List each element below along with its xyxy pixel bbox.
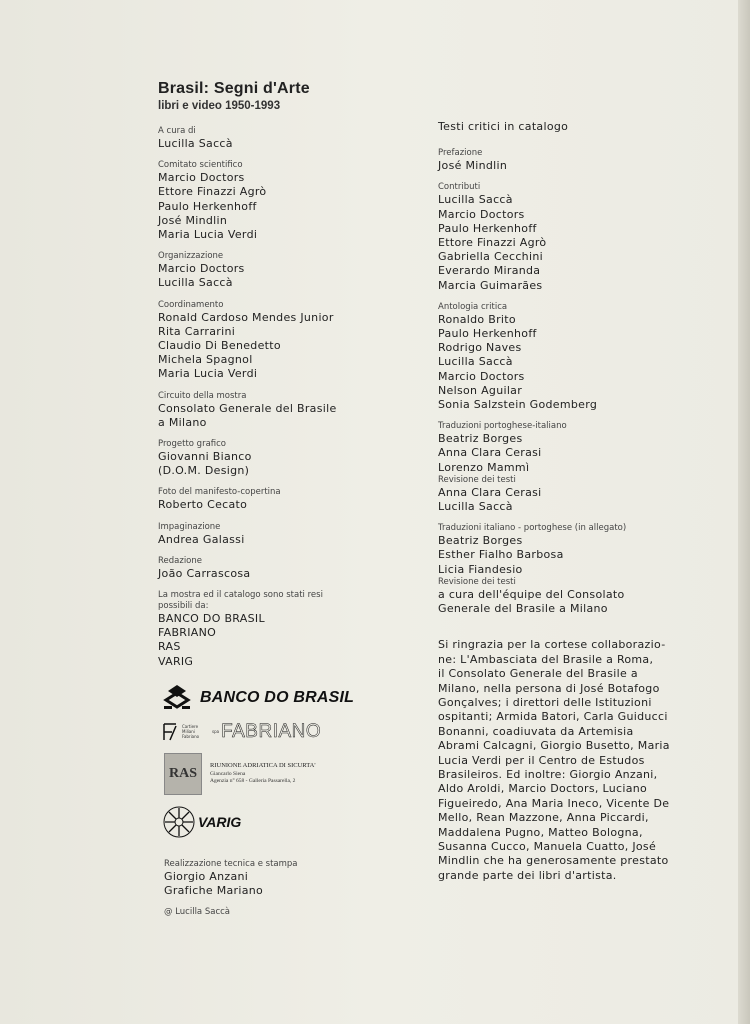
page-edge	[738, 0, 750, 1024]
credit-line: Paulo Herkenhoff	[158, 199, 257, 213]
fabriano-logo	[162, 721, 418, 743]
section-label: Comitato scientifico	[158, 160, 243, 171]
credit-section	[438, 577, 698, 616]
section-label: La mostra ed il catalogo sono stati resi	[158, 590, 323, 601]
section-label: Prefazione	[438, 148, 483, 159]
section-label: Organizzazione	[158, 251, 224, 262]
section-label: Progetto grafico	[158, 439, 227, 450]
banco-do-brasil-icon	[162, 685, 192, 711]
ras-text	[210, 762, 316, 785]
credit-line: a cura dell'équipe del Consolato	[438, 587, 625, 601]
credit-section	[438, 302, 698, 412]
credit-section	[158, 556, 418, 581]
ras-company-name: RIUNIONE ADRIATICA DI SICURTA'	[210, 762, 316, 770]
credit-line: Michela Spagnol	[158, 353, 253, 367]
section-label: Traduzioni italiano - portoghese (in allegato)	[438, 523, 627, 534]
section-label: Coordinamento	[158, 299, 224, 310]
credit-line: Lucilla Saccà	[158, 276, 233, 290]
varig-logo	[162, 805, 418, 839]
credit-line: (D.O.M. Design)	[158, 464, 250, 478]
acknowledgement-line: Figueiredo, Ana Maria Ineco, Vicente De	[438, 796, 670, 810]
credit-line: José Mindlin	[438, 159, 508, 173]
fabriano-small-line: Cartiere	[182, 724, 199, 730]
section-label: Foto del manifesto-copertina	[158, 487, 281, 498]
credit-line: Marcio Doctors	[438, 369, 525, 383]
credit-section	[158, 522, 418, 547]
acknowledgement-line: Mindlin che ha generosamente prestato	[438, 854, 669, 868]
credit-line: Anna Clara Cerasi	[438, 485, 542, 499]
section-label: A cura di	[158, 126, 196, 136]
section-label: Revisione dei testi	[438, 576, 516, 587]
ras-mark: RAS	[164, 753, 202, 795]
credit-line: Beatriz Borges	[438, 432, 523, 446]
credit-line: Andrea Galassi	[158, 532, 245, 546]
sponsors-section	[158, 590, 418, 669]
section-label: Circuito della mostra	[158, 390, 247, 401]
credit-line: José Mindlin	[158, 213, 228, 227]
sponsor-line: VARIG	[158, 654, 194, 668]
credit-section	[158, 487, 418, 512]
catalog-subtitle: libri e video 1950-1993	[158, 100, 281, 112]
credit-line: Lucilla Saccà	[158, 137, 233, 150]
fabriano-small-line: Miliani	[182, 729, 195, 735]
credit-line: Maria Lucia Verdi	[158, 367, 258, 381]
fabriano-company-text	[182, 724, 210, 739]
credit-line: Rodrigo Naves	[438, 341, 522, 355]
credit-section	[438, 182, 698, 292]
credit-line: Marcio Doctors	[158, 262, 245, 276]
fabriano-spa: spa	[212, 729, 220, 735]
credit-line: Marcio Doctors	[438, 207, 525, 221]
sponsor-line: FABRIANO	[158, 626, 217, 640]
credit-section	[158, 439, 418, 478]
credit-section	[158, 126, 418, 151]
acknowledgement-line: Aldo Aroldi, Marcio Doctors, Luciano	[438, 782, 648, 796]
credit-line: Marcia Guimarães	[438, 278, 543, 292]
acknowledgement-line: Susanna Cucco, Manuela Cuatto, José	[438, 839, 657, 853]
credit-line: Paulo Herkenhoff	[438, 327, 537, 341]
credit-line: Ronaldo Brito	[438, 312, 516, 326]
section-label: Realizzazione tecnica e stampa	[164, 858, 298, 869]
section-label: Traduzioni portoghese-italiano	[438, 421, 567, 432]
banco-do-brasil-logo	[162, 685, 418, 711]
acknowledgements	[438, 638, 698, 883]
acknowledgement-line: ospitanti; Armida Batori, Carla Guiducci	[438, 710, 668, 724]
credit-line: Licia Fiandesio	[438, 562, 523, 576]
credit-line: Gabriella Cecchini	[438, 250, 543, 264]
credit-section	[438, 421, 698, 475]
credit-section	[158, 300, 418, 382]
credit-section	[158, 391, 418, 430]
credit-line: Lucilla Saccà	[438, 193, 513, 207]
acknowledgement-line: Si ringrazia per la cortese collaborazio-	[438, 638, 666, 652]
catalog-title: Brasil: Segni d'Arte	[158, 80, 310, 97]
right-column	[438, 120, 698, 883]
credit-line: Ettore Finazzi Agrò	[158, 185, 267, 199]
credit-line: Paulo Herkenhoff	[438, 221, 537, 235]
credit-line: Rita Carrarini	[158, 324, 236, 338]
credit-section	[158, 160, 418, 242]
credit-section	[164, 859, 418, 898]
credit-line: Anna Clara Cerasi	[438, 446, 542, 460]
ras-address: Agenzia n° 658 - Galleria Passarella, 2	[210, 778, 296, 785]
credit-line: Consolato Generale del Brasile	[158, 401, 337, 415]
credit-line: Esther Fialho Barbosa	[438, 548, 564, 562]
acknowledgement-line: Bonanni, coadiuvata da Artemisia	[438, 724, 634, 738]
section-label: Contributi	[438, 182, 481, 193]
credit-line: Roberto Cecato	[158, 498, 248, 512]
credit-line: Sonia Salzstein Godemberg	[438, 398, 598, 412]
acknowledgement-line: Abrami Calcagni, Giorgio Busetto, Maria	[438, 739, 670, 753]
acknowledgement-line: grande parte dei libri d'artista.	[438, 868, 617, 882]
left-column	[158, 80, 418, 926]
credit-line: Ronald Cardoso Mendes Junior	[158, 310, 334, 324]
credit-line: Beatriz Borges	[438, 534, 523, 548]
credit-line: Generale del Brasile a Milano	[438, 602, 608, 616]
credit-line: Nelson Aguilar	[438, 383, 523, 397]
section-label: Impaginazione	[158, 521, 221, 532]
fabriano-wordmark: FABRIANO	[221, 720, 322, 742]
credit-line: Lucilla Saccà	[438, 500, 513, 514]
section-label: Antologia critica	[438, 301, 508, 312]
acknowledgement-line: Lucia Verdi per il Centro de Estudos	[438, 753, 645, 767]
acknowledgement-line: il Consolato Generale del Brasile a	[438, 667, 638, 681]
credit-section	[438, 523, 698, 577]
copyright-notice: @ Lucilla Saccà	[164, 907, 231, 918]
credit-section	[158, 251, 418, 290]
credit-line: Marcio Doctors	[158, 171, 245, 185]
varig-wordmark: VARIG	[198, 813, 242, 830]
acknowledgement-line: ne: L'Ambasciata del Brasile a Roma,	[438, 652, 654, 666]
credit-section	[438, 475, 698, 514]
sponsor-line: RAS	[158, 640, 181, 654]
right-header: Testi critici in catalogo	[438, 120, 569, 133]
credit-line: Claudio Di Benedetto	[158, 339, 281, 353]
ras-logo	[164, 753, 418, 795]
acknowledgement-line: Mello, Rean Mazzone, Anna Piccardi,	[438, 811, 649, 825]
banco-do-brasil-wordmark: BANCO DO BRASIL	[200, 688, 355, 706]
fabriano-icon	[162, 722, 178, 742]
fabriano-small-line: Fabriano	[182, 734, 200, 740]
varig-compass-icon	[162, 805, 196, 839]
credit-line: Lucilla Saccà	[438, 355, 513, 369]
section-label: possibili da:	[158, 601, 209, 612]
section-label: Revisione dei testi	[438, 474, 516, 485]
credit-line: Giorgio Anzani	[164, 869, 249, 883]
acknowledgement-line: Maddalena Pugno, Matteo Bologna,	[438, 825, 643, 839]
ras-agent: Giancarlo Siena	[210, 771, 246, 778]
credit-line: Grafiche Mariano	[164, 884, 264, 898]
section-label: Redazione	[158, 555, 202, 566]
sponsor-line: BANCO DO BRASIL	[158, 612, 265, 626]
credit-line: Giovanni Bianco	[158, 450, 252, 464]
credit-line: a Milano	[158, 415, 207, 429]
credit-line: Ettore Finazzi Agrò	[438, 236, 547, 250]
acknowledgement-line: Gonçalves; i direttori delle Istituzioni	[438, 695, 652, 709]
credit-section	[438, 148, 698, 173]
acknowledgement-line: Brasileiros. Ed inoltre: Giorgio Anzani,	[438, 767, 658, 781]
credit-line: Everardo Miranda	[438, 264, 541, 278]
acknowledgement-line: Milano, nella persona di José Botafogo	[438, 681, 660, 695]
credit-line: Lorenzo Mammì	[438, 460, 530, 474]
credit-line: João Carrascosa	[158, 566, 251, 580]
credit-line: Maria Lucia Verdi	[158, 228, 258, 242]
